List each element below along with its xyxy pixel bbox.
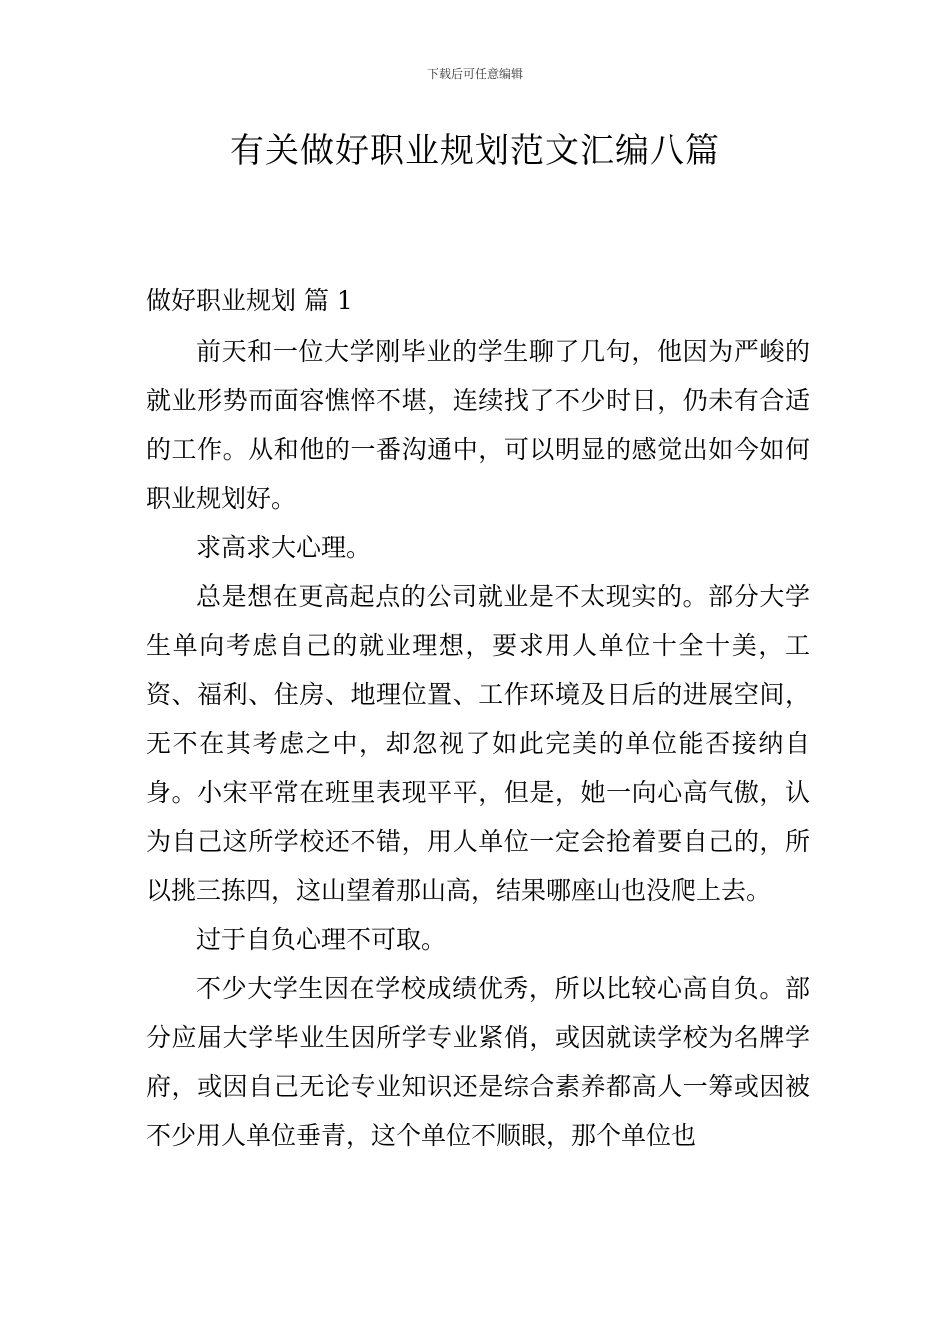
document-title: 有关做好职业规划范文汇编八篇 <box>230 131 720 171</box>
document-body <box>146 276 810 1160</box>
paragraph: 前天和一位大学刚毕业的学生聊了几句，他因为严峻的就业形势而面容憔悴不堪，连续找了不少时日，仍未有合适的工作。从和他的一番沟通中，可以明显的感觉出如今如何职业规划好。 <box>146 337 810 513</box>
header-note: 下载后可任意编辑 <box>426 67 523 81</box>
paragraph: 总是想在更高起点的公司就业是不太现实的。部分大学生单向考虑自己的就业理想，要求用人单位十全十美，工资、福利、住房、地理位置、工作环境及日后的进展空间，无不在其考虑之中，却忽视了如此完美的单位能否接纳自身。小宋平常在班里表现平平，但是，她一向心高气傲，认为自己这所学校还不错，用人单位一定会抢着要自己的，所以挑三拣四，这山望着那山高，结果哪座山也没爬上去。 <box>146 582 810 905</box>
section-heading: 做好职业规划 篇 1 <box>146 286 353 315</box>
paragraph: 求高求大心理。 <box>196 533 372 562</box>
paragraph: 过于自负心理不可取。 <box>196 925 447 954</box>
paragraph: 不少大学生因在学校成绩优秀，所以比较心高自负。部分应届大学毕业生因所学专业紧俏，或因就读学校为名牌学府，或因自己无论专业知识还是综合素养都高人一筹或因被不少用人单位垂青，这个单位不顺眼，那个单位也 <box>146 974 810 1150</box>
